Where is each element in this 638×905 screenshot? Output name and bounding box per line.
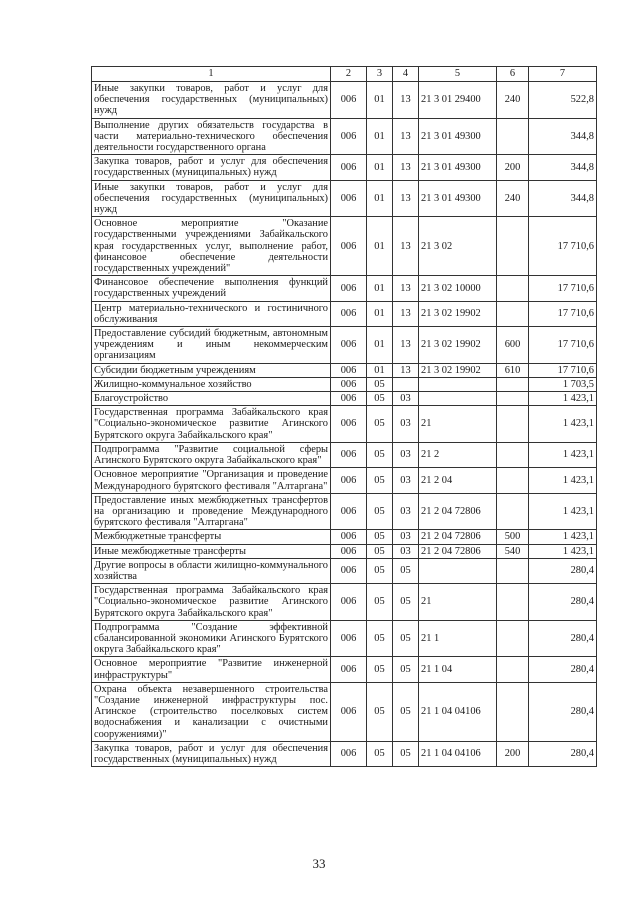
cell-name: Центр материально-технического и гостиничного обслуживания xyxy=(92,301,331,326)
table-row xyxy=(92,558,597,583)
cell-csr: 21 3 02 19902 xyxy=(419,301,497,326)
cell-pr: 03 xyxy=(393,530,419,544)
table-row xyxy=(92,406,597,443)
cell-name: Основное мероприятие "Развитие инженерной инфраструктуры" xyxy=(92,657,331,682)
cell-ved: 006 xyxy=(331,82,367,119)
budget-table xyxy=(91,66,597,767)
cell-ved: 006 xyxy=(331,741,367,766)
table-row xyxy=(92,327,597,364)
cell-csr: 21 2 04 72806 xyxy=(419,530,497,544)
cell-ved: 006 xyxy=(331,584,367,621)
cell-ved: 006 xyxy=(331,217,367,276)
cell-rz: 01 xyxy=(367,327,393,364)
cell-csr: 21 1 xyxy=(419,620,497,657)
cell-vr: 500 xyxy=(497,530,529,544)
cell-sum: 280,4 xyxy=(529,741,597,766)
cell-rz: 01 xyxy=(367,363,393,377)
table-row xyxy=(92,584,597,621)
column-header-name: 1 xyxy=(92,67,331,82)
table-row xyxy=(92,155,597,180)
cell-csr: 21 3 02 19902 xyxy=(419,327,497,364)
cell-sum: 17 710,6 xyxy=(529,276,597,301)
cell-name: Основное мероприятие "Организация и проведение Международного бурятского фестиваля "Алтаргана" xyxy=(92,468,331,493)
cell-ved: 006 xyxy=(331,682,367,741)
cell-vr xyxy=(497,657,529,682)
cell-ved: 006 xyxy=(331,155,367,180)
column-header-sum: 7 xyxy=(529,67,597,82)
cell-ved: 006 xyxy=(331,442,367,467)
table-row xyxy=(92,363,597,377)
cell-rz: 05 xyxy=(367,377,393,391)
cell-rz: 05 xyxy=(367,468,393,493)
cell-ved: 006 xyxy=(331,406,367,443)
cell-pr: 03 xyxy=(393,442,419,467)
cell-csr: 21 1 04 04106 xyxy=(419,741,497,766)
cell-csr: 21 3 01 49300 xyxy=(419,155,497,180)
cell-pr: 13 xyxy=(393,276,419,301)
table-row xyxy=(92,82,597,119)
table-row xyxy=(92,530,597,544)
cell-name: Государственная программа Забайкальского края "Социально-экономическое развитие Агинского Бурятского округа Забайкальского края" xyxy=(92,584,331,621)
cell-name: Иные закупки товаров, работ и услуг для обеспечения государственных (муниципальных) нужд xyxy=(92,82,331,119)
cell-csr xyxy=(419,392,497,406)
cell-name: Межбюджетные трансферты xyxy=(92,530,331,544)
cell-ved: 006 xyxy=(331,301,367,326)
cell-name: Финансовое обеспечение выполнения функций государственных учреждений xyxy=(92,276,331,301)
cell-ved: 006 xyxy=(331,118,367,155)
cell-pr: 13 xyxy=(393,327,419,364)
cell-pr: 05 xyxy=(393,682,419,741)
cell-name: Предоставление субсидий бюджетным, автономным учреждениям и иным некоммерческим организациям xyxy=(92,327,331,364)
cell-rz: 05 xyxy=(367,544,393,558)
table-row xyxy=(92,620,597,657)
table-row xyxy=(92,392,597,406)
cell-name: Благоустройство xyxy=(92,392,331,406)
cell-vr xyxy=(497,682,529,741)
cell-csr xyxy=(419,377,497,391)
cell-csr: 21 2 04 72806 xyxy=(419,493,497,530)
cell-pr: 03 xyxy=(393,406,419,443)
cell-name: Иные межбюджетные трансферты xyxy=(92,544,331,558)
cell-ved: 006 xyxy=(331,657,367,682)
cell-sum: 1 423,1 xyxy=(529,493,597,530)
cell-ved: 006 xyxy=(331,276,367,301)
cell-sum: 344,8 xyxy=(529,180,597,217)
cell-pr: 03 xyxy=(393,493,419,530)
cell-pr: 03 xyxy=(393,544,419,558)
cell-sum: 17 710,6 xyxy=(529,217,597,276)
cell-vr xyxy=(497,301,529,326)
cell-sum: 280,4 xyxy=(529,620,597,657)
page-number: 33 xyxy=(312,856,326,871)
cell-vr xyxy=(497,118,529,155)
cell-rz: 01 xyxy=(367,82,393,119)
cell-name: Жилищно-коммунальное хозяйство xyxy=(92,377,331,391)
cell-pr: 03 xyxy=(393,468,419,493)
cell-vr: 200 xyxy=(497,741,529,766)
cell-rz: 05 xyxy=(367,682,393,741)
cell-vr: 200 xyxy=(497,155,529,180)
table-row xyxy=(92,276,597,301)
cell-vr xyxy=(497,558,529,583)
cell-pr: 13 xyxy=(393,82,419,119)
cell-csr: 21 xyxy=(419,406,497,443)
column-header-pr: 4 xyxy=(393,67,419,82)
table-row xyxy=(92,301,597,326)
table-row xyxy=(92,544,597,558)
cell-vr xyxy=(497,493,529,530)
cell-rz: 01 xyxy=(367,180,393,217)
cell-csr: 21 1 04 xyxy=(419,657,497,682)
table-row xyxy=(92,493,597,530)
cell-sum: 1 423,1 xyxy=(529,468,597,493)
cell-name: Государственная программа Забайкальского края "Социально-экономическое развитие Агинского Бурятского округа Забайкальского края" xyxy=(92,406,331,443)
cell-vr xyxy=(497,468,529,493)
column-header-csr: 5 xyxy=(419,67,497,82)
cell-rz: 05 xyxy=(367,530,393,544)
cell-vr: 610 xyxy=(497,363,529,377)
cell-csr: 21 3 01 49300 xyxy=(419,118,497,155)
cell-name: Предоставление иных межбюджетных трансфертов на организацию и проведение Международного бурятского фестиваля "Алтаргана" xyxy=(92,493,331,530)
cell-csr: 21 xyxy=(419,584,497,621)
cell-vr: 240 xyxy=(497,82,529,119)
cell-csr: 21 3 01 29400 xyxy=(419,82,497,119)
cell-vr: 600 xyxy=(497,327,529,364)
cell-name: Другие вопросы в области жилищно-коммунального хозяйства xyxy=(92,558,331,583)
cell-rz: 05 xyxy=(367,442,393,467)
column-header-rz: 3 xyxy=(367,67,393,82)
cell-ved: 006 xyxy=(331,468,367,493)
cell-sum: 17 710,6 xyxy=(529,363,597,377)
cell-csr: 21 1 04 04106 xyxy=(419,682,497,741)
cell-csr: 21 3 02 19902 xyxy=(419,363,497,377)
cell-ved: 006 xyxy=(331,620,367,657)
cell-vr xyxy=(497,217,529,276)
table-row xyxy=(92,741,597,766)
cell-csr: 21 3 02 xyxy=(419,217,497,276)
header-row xyxy=(92,67,597,82)
cell-sum: 280,4 xyxy=(529,584,597,621)
cell-pr: 13 xyxy=(393,301,419,326)
table-row xyxy=(92,217,597,276)
cell-ved: 006 xyxy=(331,363,367,377)
cell-sum: 280,4 xyxy=(529,682,597,741)
cell-rz: 01 xyxy=(367,118,393,155)
cell-name: Охрана объекта незавершенного строительства "Создание инженерной инфраструктуры пос. Агинское (строительство поселковых систем водоснабжения и канализации с очистными сооружениями)" xyxy=(92,682,331,741)
cell-sum: 1 423,1 xyxy=(529,442,597,467)
table-row xyxy=(92,118,597,155)
cell-rz: 05 xyxy=(367,406,393,443)
cell-rz: 05 xyxy=(367,493,393,530)
cell-vr: 240 xyxy=(497,180,529,217)
cell-sum: 1 423,1 xyxy=(529,392,597,406)
cell-csr: 21 2 xyxy=(419,442,497,467)
cell-sum: 17 710,6 xyxy=(529,301,597,326)
cell-pr: 05 xyxy=(393,741,419,766)
column-header-vr: 6 xyxy=(497,67,529,82)
cell-sum: 1 423,1 xyxy=(529,530,597,544)
cell-rz: 05 xyxy=(367,584,393,621)
cell-rz: 05 xyxy=(367,558,393,583)
cell-vr xyxy=(497,377,529,391)
cell-rz: 05 xyxy=(367,620,393,657)
cell-sum: 280,4 xyxy=(529,558,597,583)
table-row xyxy=(92,377,597,391)
cell-rz: 05 xyxy=(367,392,393,406)
cell-ved: 006 xyxy=(331,392,367,406)
cell-vr xyxy=(497,276,529,301)
cell-name: Подпрограмма "Развитие социальной сферы Агинского Бурятского округа Забайкальского края" xyxy=(92,442,331,467)
cell-name: Закупка товаров, работ и услуг для обеспечения государственных (муниципальных) нужд xyxy=(92,741,331,766)
cell-pr: 13 xyxy=(393,363,419,377)
cell-sum: 280,4 xyxy=(529,657,597,682)
cell-pr: 13 xyxy=(393,180,419,217)
table-row xyxy=(92,468,597,493)
cell-pr xyxy=(393,377,419,391)
cell-sum: 344,8 xyxy=(529,155,597,180)
cell-name: Иные закупки товаров, работ и услуг для обеспечения государственных (муниципальных) нужд xyxy=(92,180,331,217)
cell-ved: 006 xyxy=(331,493,367,530)
cell-name: Субсидии бюджетным учреждениям xyxy=(92,363,331,377)
cell-pr: 05 xyxy=(393,558,419,583)
cell-name: Основное мероприятие "Оказание государственными учреждениями Забайкальского края государственных услуг, выполнение работ, финансовое обеспечение деятельности государственных учреждений" xyxy=(92,217,331,276)
cell-name: Выполнение других обязательств государства в части материально-технического обеспечения деятельности государственного органа xyxy=(92,118,331,155)
cell-vr xyxy=(497,442,529,467)
table-row xyxy=(92,180,597,217)
cell-ved: 006 xyxy=(331,180,367,217)
cell-pr: 03 xyxy=(393,392,419,406)
cell-rz: 01 xyxy=(367,217,393,276)
cell-rz: 05 xyxy=(367,741,393,766)
table-row xyxy=(92,657,597,682)
cell-ved: 006 xyxy=(331,377,367,391)
cell-pr: 13 xyxy=(393,217,419,276)
column-header-ved: 2 xyxy=(331,67,367,82)
cell-vr: 540 xyxy=(497,544,529,558)
cell-name: Закупка товаров, работ и услуг для обеспечения государственных (муниципальных) нужд xyxy=(92,155,331,180)
cell-ved: 006 xyxy=(331,530,367,544)
cell-csr: 21 3 02 10000 xyxy=(419,276,497,301)
table-row xyxy=(92,682,597,741)
cell-pr: 13 xyxy=(393,155,419,180)
cell-vr xyxy=(497,392,529,406)
cell-rz: 01 xyxy=(367,276,393,301)
cell-sum: 1 703,5 xyxy=(529,377,597,391)
cell-pr: 05 xyxy=(393,620,419,657)
cell-csr xyxy=(419,558,497,583)
cell-vr xyxy=(497,620,529,657)
cell-sum: 1 423,1 xyxy=(529,406,597,443)
cell-pr: 13 xyxy=(393,118,419,155)
cell-csr: 21 3 01 49300 xyxy=(419,180,497,217)
cell-ved: 006 xyxy=(331,327,367,364)
cell-sum: 1 423,1 xyxy=(529,544,597,558)
cell-vr xyxy=(497,584,529,621)
cell-ved: 006 xyxy=(331,558,367,583)
cell-rz: 01 xyxy=(367,155,393,180)
cell-sum: 344,8 xyxy=(529,118,597,155)
cell-csr: 21 2 04 72806 xyxy=(419,544,497,558)
cell-csr: 21 2 04 xyxy=(419,468,497,493)
cell-rz: 01 xyxy=(367,301,393,326)
cell-rz: 05 xyxy=(367,657,393,682)
cell-pr: 05 xyxy=(393,657,419,682)
cell-sum: 522,8 xyxy=(529,82,597,119)
cell-pr: 05 xyxy=(393,584,419,621)
cell-ved: 006 xyxy=(331,544,367,558)
cell-sum: 17 710,6 xyxy=(529,327,597,364)
cell-vr xyxy=(497,406,529,443)
table-row xyxy=(92,442,597,467)
cell-name: Подпрограмма "Создание эффективной сбалансированной экономики Агинского Бурятского округа Забайкальского края" xyxy=(92,620,331,657)
